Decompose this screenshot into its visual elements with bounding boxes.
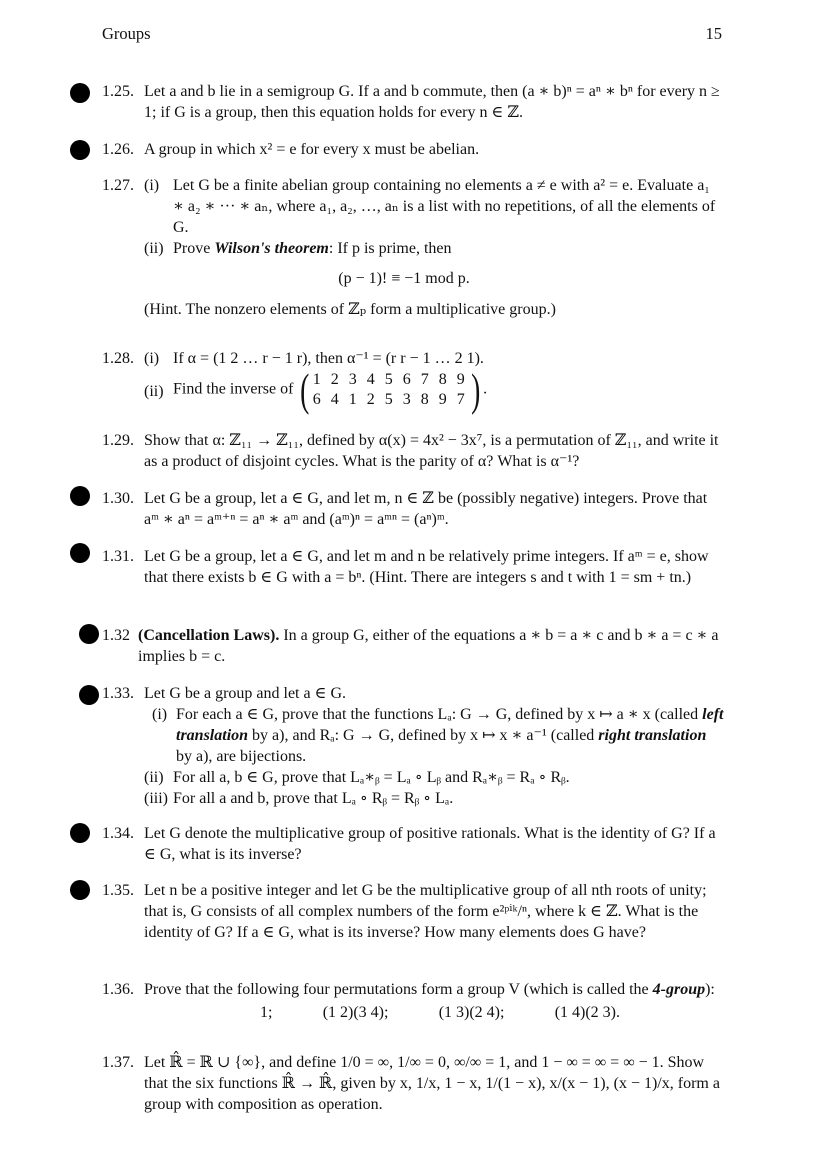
- bullet-dot-icon: [70, 823, 90, 843]
- exercise-1-36: [102, 979, 724, 1023]
- exercise-number: 1.34.: [102, 825, 134, 842]
- part-ii: [144, 767, 724, 788]
- hint: (Hint. The nonzero elements of ℤₚ form a multiplicative group.): [144, 301, 556, 318]
- exercise-number: 1.27.: [102, 177, 134, 194]
- exercise-text: Let n be a positive integer and let G be the multiplicative group of all nth roots of unity; that is, G consists of all complex numbers of the form e²ᵖⁱᵏ/ⁿ, where k ∈ ℤ. What is the identity of G? If a ∈ G, what is its inverse? How many elements does G have?: [144, 882, 707, 941]
- exercise-text: Let ℝ̂ = ℝ ∪ {∞}, and define 1/0 = ∞, 1/∞ = 0, ∞/∞ = 1, and 1 − ∞ = ∞ = ∞ − 1. Show that the six functions ℝ̂ → ℝ̂, given by x, 1/x, 1 − x, 1/(1 − x), x/(x − 1), (x − 1)/x, form a group with composition as operation.: [144, 1054, 720, 1113]
- theorem-name: Wilson's theorem: [214, 240, 329, 257]
- exercise-1-37: [102, 1052, 724, 1115]
- part-text: Let G be a finite abelian group containing no elements a ≠ e with a² = e. Evaluate a₁ ∗ a₂ ∗ ··· ∗ aₙ, where a₁, a₂, …, aₙ is a list with no repetitions, of all the elements of G.: [173, 177, 716, 236]
- permutation: 1;: [260, 1004, 273, 1021]
- bullet-dot-icon: [70, 140, 90, 160]
- exercise-1-34: [102, 823, 724, 865]
- part-text: For each a ∈ G, prove that the functions Lₐ: G → G, defined by x ↦ a ∗ x (called: [176, 706, 703, 723]
- part-text: If α = (1 2 … r − 1 r), then α⁻¹ = (r r − 1 … 2 1).: [173, 350, 484, 367]
- part-label: (ii): [144, 383, 164, 400]
- matrix-row-2: 6 4 1 2 5 3 8 9 7: [312, 391, 468, 408]
- exercise-number: 1.31.: [102, 548, 134, 565]
- exercise-number: 1.37.: [102, 1054, 134, 1071]
- term: right translation: [598, 727, 707, 744]
- exercise-1-30: [102, 488, 724, 530]
- left-paren: (: [300, 364, 310, 415]
- bullet-dot-icon: [70, 83, 90, 103]
- part-label: (ii): [144, 240, 164, 257]
- exercise-number: 1.35.: [102, 882, 134, 899]
- permutation-list: [260, 1002, 620, 1023]
- part-i: [144, 175, 724, 238]
- matrix-row-1: 1 2 3 4 5 6 7 8 9: [312, 371, 468, 388]
- part-iii: [144, 788, 724, 809]
- part-i: [152, 704, 724, 767]
- permutation-matrix: [297, 364, 483, 415]
- exercise-1-31: [102, 546, 724, 588]
- part-label: (ii): [144, 769, 164, 786]
- exercise-text: A group in which x² = e for every x must be abelian.: [144, 141, 480, 158]
- display-equation: (p − 1)! ≡ −1 mod p.: [338, 270, 470, 287]
- term: 4-group: [652, 981, 706, 998]
- exercise-text: In a group G, either of the equations a ∗ b = a ∗ c and b ∗ a = c ∗ a implies b = c.: [138, 627, 719, 665]
- exercise-number: 1.26.: [102, 141, 134, 158]
- part-text: : If p is prime, then: [328, 240, 452, 257]
- part-text: For all a and b, prove that Lₐ ∘ Rᵦ = Rᵦ ∘ Lₐ.: [173, 790, 454, 807]
- exercise-text: Let G denote the multiplicative group of positive rationals. What is the identity of G? If a ∈ G, what is its inverse?: [144, 825, 716, 863]
- page-header: [102, 24, 722, 48]
- exercise-number: 1.36.: [102, 981, 134, 998]
- exercise-number: 1.32: [102, 627, 130, 644]
- punctuation: .: [483, 380, 488, 398]
- running-title: Groups: [102, 24, 151, 43]
- bullet-dot-icon: [79, 624, 99, 644]
- part-label: (i): [144, 350, 160, 367]
- exercise-number: 1.33.: [102, 685, 134, 702]
- exercise-1-25: [102, 81, 724, 123]
- exercise-1-33: [102, 683, 724, 809]
- part-text: by a), and Rₐ: G → G, defined by x ↦ x ∗ a⁻¹ (called: [248, 727, 599, 744]
- part-text: Find the inverse of: [173, 380, 294, 398]
- part-text: by a), are bijections.: [176, 748, 307, 765]
- exercise-1-27: [102, 175, 724, 320]
- exercise-intro: Let G be a group and let a ∈ G.: [144, 685, 346, 702]
- permutation: (1 2)(3 4);: [322, 1004, 389, 1021]
- exercise-text: Prove that the following four permutations form a group V (which is called the: [144, 981, 653, 998]
- part-ii: [144, 364, 724, 415]
- right-paren: ): [470, 364, 481, 415]
- exercise-text: Let G be a group, let a ∈ G, and let m and n be relatively prime integers. If aᵐ = e, show that there exists b ∈ G with a = bⁿ. (Hint. There are integers s and t with 1 = sm + tn.): [144, 548, 709, 586]
- part-text: For all a, b ∈ G, prove that Lₐ∗ᵦ = Lₐ ∘ Lᵦ and Rₐ∗ᵦ = Rₐ ∘ Rᵦ.: [173, 769, 570, 786]
- exercise-1-26: [102, 139, 724, 160]
- exercise-text: ):: [705, 981, 715, 998]
- exercise-1-35: [102, 880, 724, 943]
- permutation: (1 3)(2 4);: [438, 1004, 505, 1021]
- exercise-text: Show that α: ℤ₁₁ → ℤ₁₁, defined by α(x) = 4x² − 3x⁷, is a permutation of ℤ₁₁, and write it as a product of disjoint cycles. What is the parity of α? What is α⁻¹?: [144, 432, 719, 470]
- permutation: (1 4)(2 3).: [554, 1004, 620, 1021]
- bullet-dot-icon: [70, 486, 90, 506]
- bullet-dot-icon: [70, 543, 90, 563]
- exercise-1-28: [102, 348, 724, 413]
- exercise-number: 1.30.: [102, 490, 134, 507]
- exercise-number: 1.28.: [102, 350, 134, 367]
- bullet-dot-icon: [79, 685, 99, 705]
- term: left translation: [176, 706, 724, 744]
- exercise-number: 1.29.: [102, 432, 134, 449]
- exercise-title: (Cancellation Laws).: [138, 627, 280, 644]
- page-number: 15: [705, 24, 722, 43]
- bullet-dot-icon: [70, 880, 90, 900]
- part-label: (i): [152, 706, 168, 723]
- part-label: (i): [144, 177, 160, 194]
- part-ii: [144, 238, 724, 259]
- exercise-text: Let G be a group, let a ∈ G, and let m, n ∈ ℤ be (possibly negative) integers. Prove that aᵐ ∗ aⁿ = aᵐ⁺ⁿ = aⁿ ∗ aᵐ and (aᵐ)ⁿ = aᵐⁿ = (aⁿ)ᵐ.: [144, 490, 708, 528]
- exercise-1-29: [102, 430, 724, 472]
- exercise-number: 1.25.: [102, 83, 134, 100]
- part-text: Prove: [173, 240, 211, 257]
- exercise-1-32: [102, 625, 724, 667]
- exercise-text: Let a and b lie in a semigroup G. If a and b commute, then (a ∗ b)ⁿ = aⁿ ∗ bⁿ for every n ≥ 1; if G is a group, then this equation holds for every n ∈ ℤ.: [144, 83, 720, 121]
- part-label: (iii): [144, 790, 168, 807]
- part-i: [144, 348, 724, 369]
